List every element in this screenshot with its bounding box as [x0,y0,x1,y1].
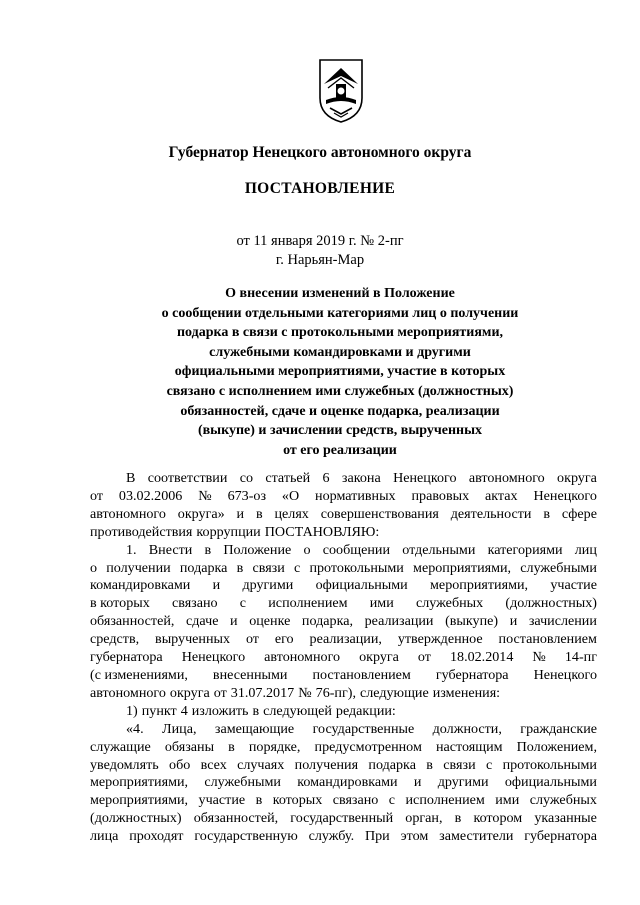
body-word: зачислении [528,613,597,630]
body-word: (должностных) [505,595,597,612]
body-word: обязаны [164,738,215,755]
body-word: получения [294,756,359,773]
body-word: официальными [315,577,408,594]
title-line: служебными командировками и другими [209,344,471,360]
body-word: сфере [561,505,597,522]
body-word: служебными [204,774,281,791]
body-word: службу. [308,828,355,845]
body-word: с [293,559,301,576]
body-word: и [212,577,221,594]
body-word: автономного [90,684,166,701]
body-word: мероприятиями, [413,559,512,576]
body-word: 4 [180,702,188,719]
title-line: от его реализации [283,442,397,458]
body-word: изложить [191,702,249,719]
title-line: официальными мероприятиями, участие в которых [174,364,506,380]
body-word: исполнением [405,792,485,809]
body-word: в [204,541,212,558]
body-word: обязанностей, [90,613,175,630]
body-word: участие [198,792,246,809]
body-word: обязанностей, [193,810,279,827]
body-word: 31.07.2017 [230,684,295,701]
body-word: изменения: [432,684,501,701]
document-date: от 11 января 2019 г. № 2-пг [236,233,404,249]
body-word: получении [106,559,171,576]
body-word: со [239,470,254,486]
body-word: постановлением [312,666,411,683]
body-line [90,685,597,703]
body-word: противодействия [90,523,193,540]
body-word: связи [443,756,476,773]
body-word: в [255,505,263,522]
body-word: протокольными [502,756,597,773]
body-word: пункт [141,702,177,719]
body-word: и [236,505,245,522]
body-word: 673-оз [227,487,267,504]
body-word: губернатора [524,828,597,845]
body-word: этом [400,828,429,845]
body-word: губернатора [90,649,163,666]
body-word: При [364,828,390,845]
title-line: о сообщении отдельными категориями лиц о получении [161,305,519,321]
body-word: и [230,613,238,630]
body-word: ими [495,792,520,809]
body-line [90,524,597,542]
body-word: в [426,756,433,773]
body-word: в [543,505,550,522]
body-word: совершенствования [320,505,439,522]
body-line [90,488,597,506]
body-word: подарка, [301,613,353,630]
body-line [90,506,597,524]
body-word: целях [274,505,309,522]
body-line [90,667,597,685]
title-line: обязанностей, сдаче и оценке подарка, реализации [180,403,500,419]
body-word: отдельными [402,541,476,558]
body-word: округа [169,684,210,701]
body-line [90,631,597,649]
body-word: 14-пг [564,649,597,666]
body-word: и [509,613,518,630]
body-word: уведомлять [90,756,159,773]
body-word: автономного [468,470,545,486]
body-word: автономного [90,505,166,522]
body-word: в [236,559,244,576]
body-word: указанные [534,810,597,827]
body-line [90,560,597,578]
body-word: № [532,649,546,666]
body-word: мероприятиями, [90,792,189,809]
body-word: средств, [90,631,140,648]
body-word: служебными [520,559,597,576]
body-word: заместители [439,828,514,845]
body-word: постановлением [498,631,597,648]
body-line [90,577,597,595]
body-word: подарка [179,559,228,576]
body-word: актах [485,487,518,504]
body-word: командировками [90,577,191,594]
document-body [90,470,597,846]
title-line: (выкупе) и зачислении средств, вырученных [197,423,483,439]
title-line: связано с исполнением ими служебных (должностных) [166,383,514,399]
body-word: 6 [322,470,330,486]
body-line [90,792,597,810]
body-word: должности, [432,720,502,737]
body-word: с [388,792,396,809]
body-word: связи [252,559,285,576]
body-word: и [413,774,422,791]
body-word: протокольными [309,559,404,576]
body-word: государственные [312,720,415,737]
body-word: 1. [126,541,137,558]
body-word: оценке [249,613,291,630]
body-word: участие [550,577,597,594]
body-word: «О [281,487,300,504]
document-type: ПОСТАНОВЛЕНИЕ [244,180,396,197]
body-word: его [274,631,294,648]
body-word: в [228,738,235,755]
body-word: округа [359,649,399,666]
body-word: Ненецкого [533,487,597,504]
body-word: Положением, [516,738,597,755]
body-line [90,757,597,775]
body-word: замещающие [214,720,295,737]
body-word: соответствии [147,470,228,486]
body-word: ими [369,595,394,612]
body-word: «4. [126,720,144,737]
body-word: обо [169,756,191,773]
title-line: О внесении изменений в Положение [225,286,455,301]
body-word: Положение [223,541,292,558]
body-word: связано [332,792,379,809]
body-word: служебных [529,792,597,809]
body-word: служащие [90,738,151,755]
body-line [90,721,597,739]
body-word: Лица, [162,720,197,737]
body-word: исполнением [268,595,348,612]
body-word: настоящим [435,738,503,755]
body-word: Внести [148,541,193,558]
body-line [90,595,597,613]
body-word: о [90,559,98,576]
body-line [90,774,597,792]
body-word: с [239,595,247,612]
body-word: округа» [177,505,225,522]
body-word: от [90,487,104,504]
body-word: В [126,470,136,486]
body-word: утвержденное [397,631,483,648]
body-word: нормативных [315,487,396,504]
body-word: (выкупе) [445,613,499,630]
body-word: от [245,631,259,648]
body-word: всех [200,756,227,773]
body-word: ПОСТАНОВЛЯЮ: [264,523,380,540]
body-word: в [255,792,263,809]
body-word: другими [437,774,489,791]
body-word: категориями [487,541,563,558]
body-word: в [454,810,462,827]
body-word: реализации, [309,631,382,648]
body-word: сообщении [322,541,390,558]
body-line [90,613,597,631]
body-word: (должностных) [90,810,182,827]
body-word: № [198,487,212,504]
body-word: закона [341,470,381,486]
body-word: служебных [415,595,484,612]
body-line [90,649,597,667]
body-word: государственный [290,810,394,827]
body-word: следующие [359,684,429,701]
body-word: сдаче [185,613,219,630]
body-word: в [252,702,260,719]
body-word: порядке, [248,738,301,755]
body-word: котором [473,810,523,827]
body-word: правовых [411,487,470,504]
body-word: статьей [265,470,311,486]
body-word: от [213,684,227,701]
document-title [130,284,550,460]
body-word: Ненецкого [533,666,597,683]
body-line [90,739,597,757]
title-line: подарка в связи с протокольными мероприятиями, [176,325,504,341]
body-word: (с изменениями, [90,666,188,683]
body-word: № [298,684,312,701]
body-line [90,542,597,560]
coat-of-arms-icon [318,58,364,124]
body-word: от [417,649,431,666]
body-word: предусмотренном [314,738,422,755]
body-word: командировками [297,774,398,791]
body-word: мероприятиями, [90,774,189,791]
body-word: государственную [194,828,298,845]
body-word: в которых [90,595,150,612]
body-word: лиц [574,541,597,558]
document-city: г. Нарьян-Мар [275,252,365,268]
body-word: которых [272,792,323,809]
body-word: мероприятиями, [430,577,529,594]
body-word: редакции: [335,702,396,719]
body-word: 18.02.2014 [449,649,514,666]
body-word: проходят [129,828,184,845]
body-word: автономного [264,649,341,666]
issuing-authority: Губернатор Ненецкого автономного округа [168,144,472,161]
body-word: случаях [237,756,285,773]
body-word: с [485,756,493,773]
body-word: подарка [368,756,416,773]
body-line [90,810,597,828]
body-word: 76-пг), [315,684,356,701]
body-word: 1) [126,702,138,719]
body-word: Ненецкого [181,649,246,666]
body-word: губернатора [435,666,509,683]
body-line [90,703,597,721]
body-word: связано [171,595,218,612]
body-line [90,470,597,488]
body-word: внесенными [212,666,288,683]
body-line [90,828,597,846]
body-word: коррупции [196,523,261,540]
body-word: гражданские [520,720,597,737]
body-word: реализации [364,613,434,630]
body-word: Ненецкого [393,470,457,486]
body-word: 03.02.2006 [118,487,183,504]
body-word: официальными [504,774,597,791]
body-word: лица [90,828,119,845]
body-word: округа [557,470,597,486]
body-word: следующей [263,702,332,719]
body-word: о [303,541,311,558]
body-word: вырученных [155,631,231,648]
body-word: другими [242,577,294,594]
body-word: деятельности [450,505,532,522]
body-word: орган, [405,810,443,827]
